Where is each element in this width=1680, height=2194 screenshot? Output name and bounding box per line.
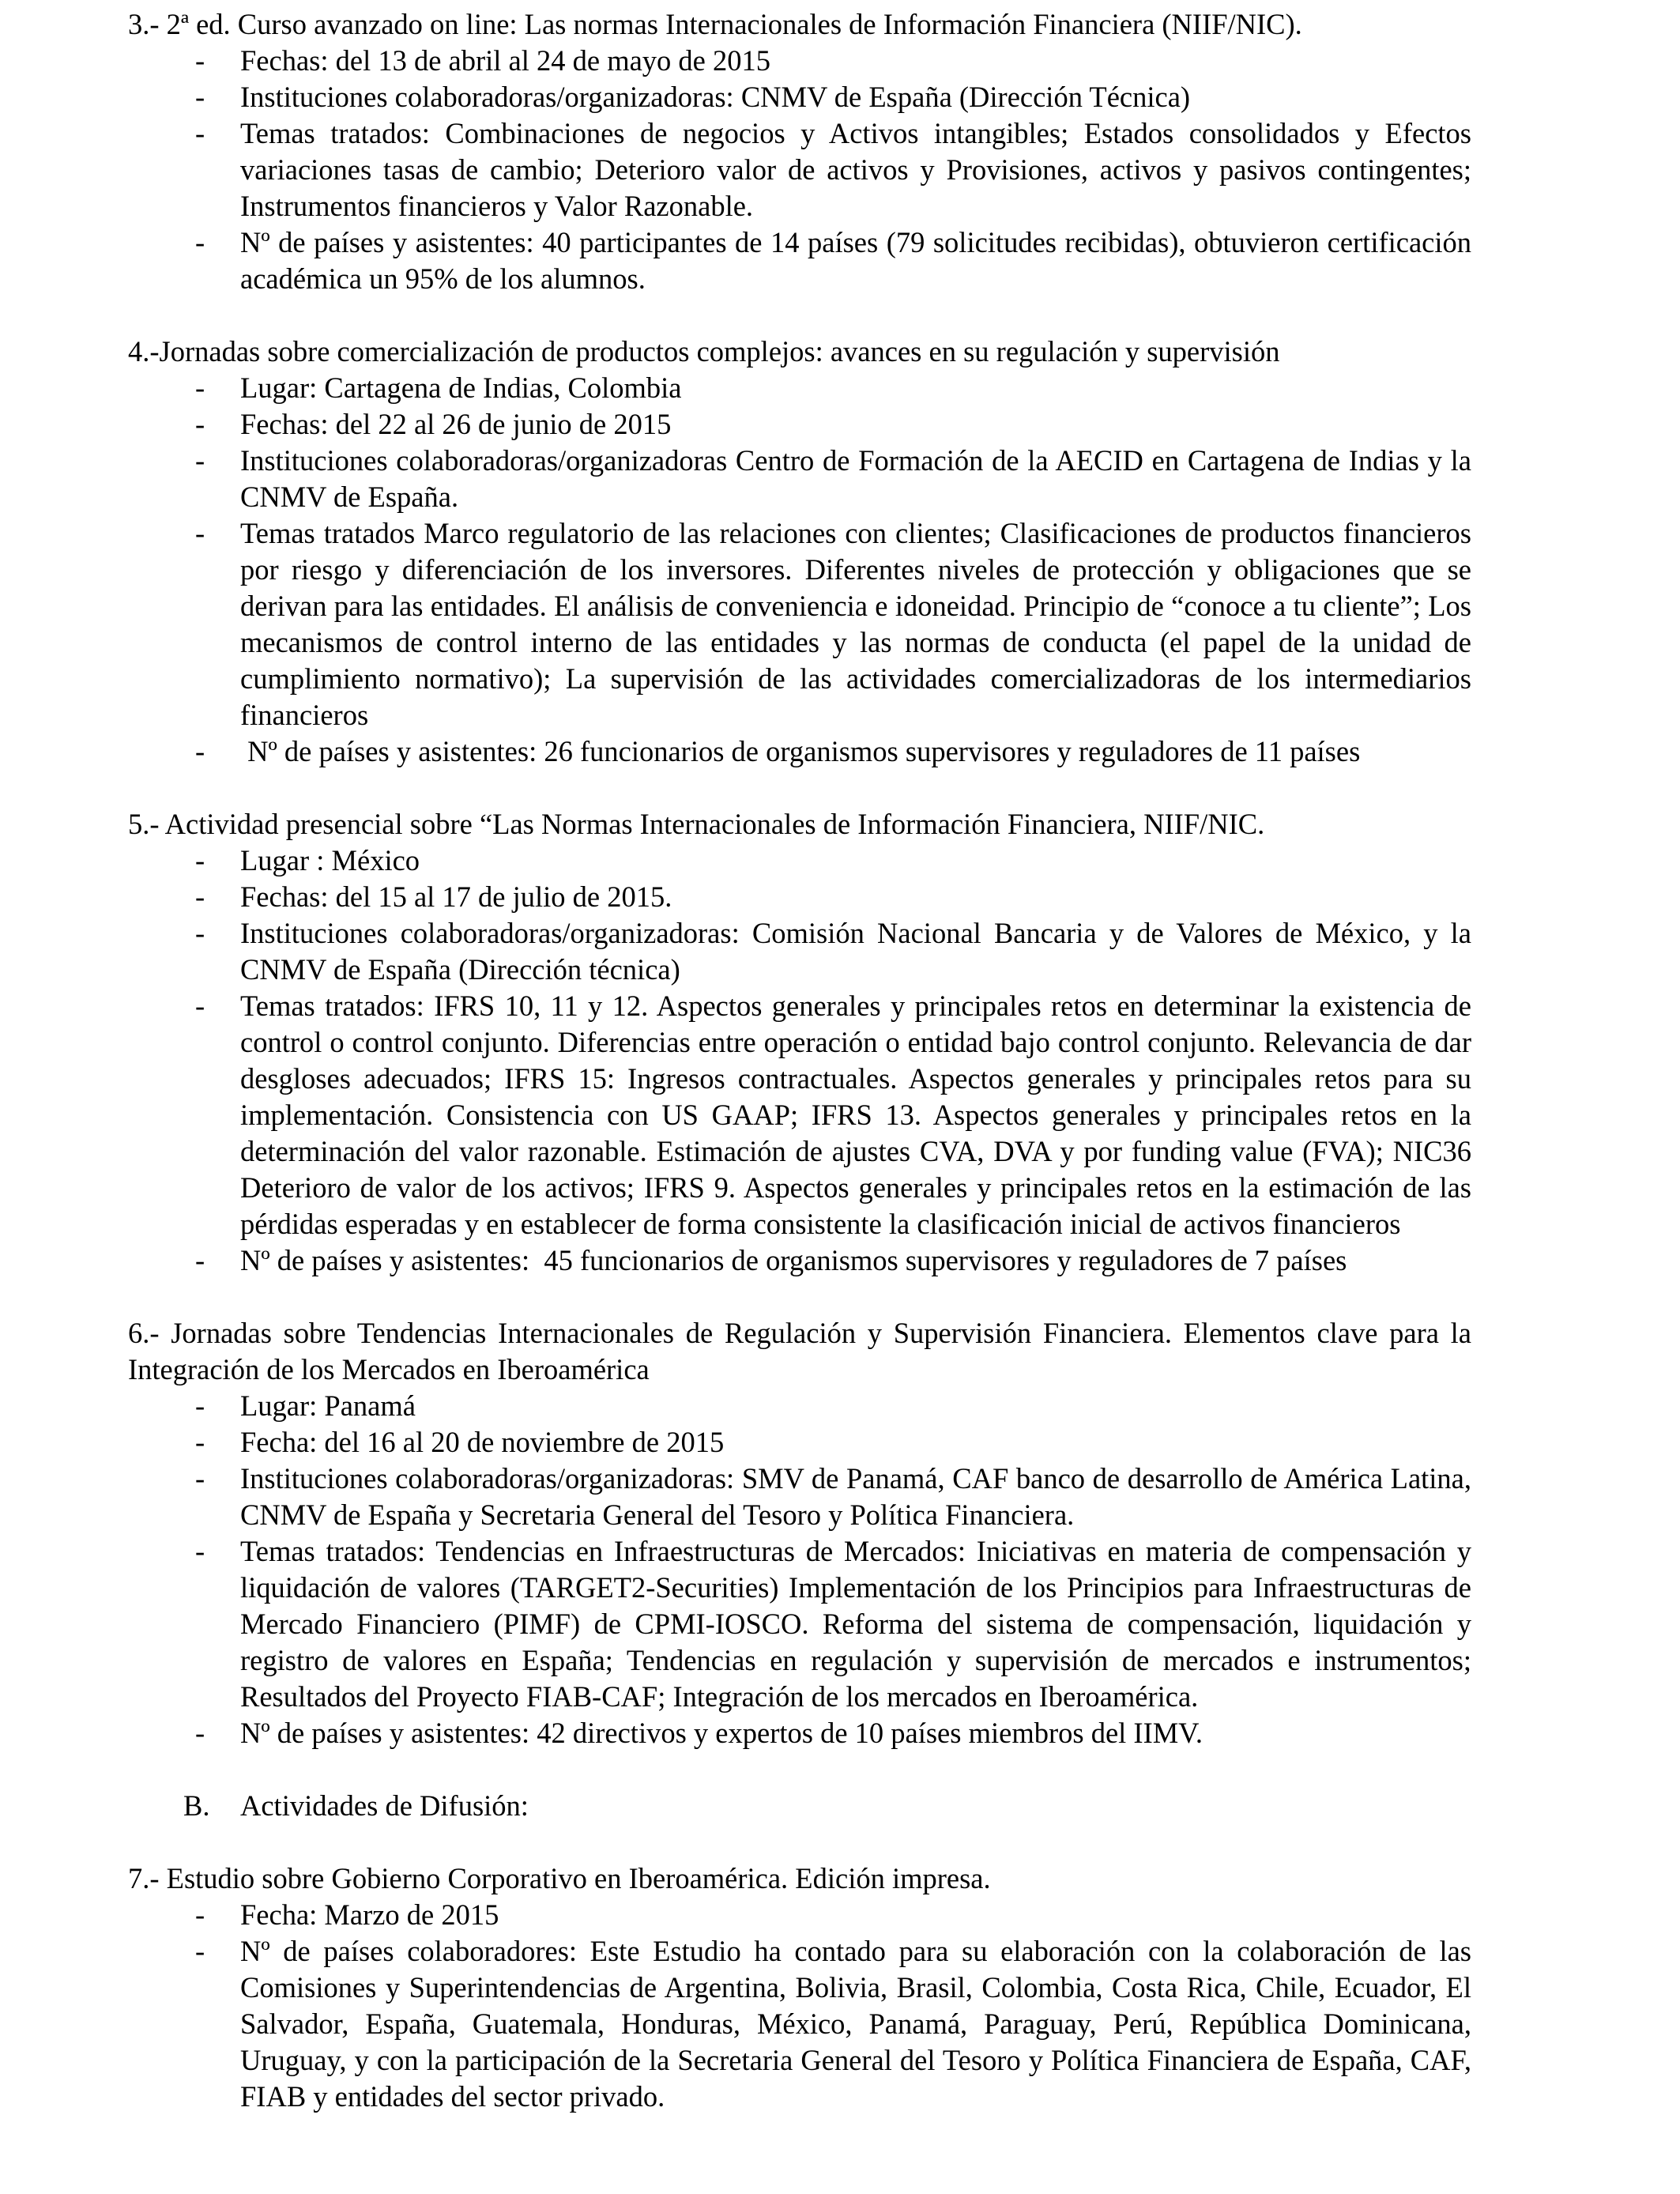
section-heading: 6.- Jornadas sobre Tendencias Internacionales de Regulación y Supervisión Financiera. Elementos clave para la Integración de los Mercados en Iberoamérica: [128, 1317, 1471, 1385]
bullet-dash: -: [195, 408, 205, 440]
subsection-title: Actividades de Difusión:: [240, 1789, 529, 1822]
bullet-dash: -: [195, 226, 205, 258]
bullet-dash: -: [195, 1426, 205, 1458]
list-item: [128, 79, 1471, 115]
list-item-text: Nº de países y asistentes: 45 funcionarios de organismos supervisores y reguladores de 7 países: [240, 1244, 1347, 1276]
list-item-text: Fecha: del 16 al 20 de noviembre de 2015: [240, 1426, 725, 1458]
bullet-dash: -: [195, 880, 205, 913]
list-item-text: Temas tratados: IFRS 10, 11 y 12. Aspectos generales y principales retos en determinar la existencia de control o control conjunto. Diferencias entre operación o entidad bajo control conjunto. Relevancia de dar desgloses adecuados; IFRS 15: Ingresos contractuales. Aspectos generales y principales retos para su implementación. Consistencia con US GAAP; IFRS 13. Aspectos generales y principales retos en la determinación del valor razonable. Estimación de ajustes CVA, DVA y por funding value (FVA); NIC36 Deterioro de valor de los activos; IFRS 9. Aspectos generales y principales retos en la estimación de las pérdidas esperadas y en establecer de forma consistente la clasificación inicial de activos financieros: [240, 990, 1471, 1240]
subsection-heading: [128, 1788, 1471, 1824]
list-item: [128, 1933, 1471, 2115]
section-heading: 4.-Jornadas sobre comercialización de productos complejos: avances en su regulación y supervisión: [128, 335, 1280, 368]
list-item-text: Temas tratados: Tendencias en Infraestructuras de Mercados: Iniciativas en materia de compensación y liquidación de valores (TARGET2-Securities) Implementación de los Principios para Infraestructuras de Mercado Financiero (PIMF) de CPMI-IOSCO. Reforma del sistema de compensación, liquidación y registro de valores en España; Tendencias en regulación y supervisión de mercados e instrumentos; Resultados del Proyecto FIAB-CAF; Integración de los mercados en Iberoamérica.: [240, 1535, 1471, 1713]
list-item: [128, 1715, 1471, 1751]
bullet-dash: -: [195, 517, 205, 549]
bullet-dash: -: [195, 1935, 205, 1967]
list-item: [128, 733, 1471, 770]
bullet-dash: -: [195, 117, 205, 149]
list-item: [128, 879, 1471, 915]
list-item: [128, 1461, 1471, 1533]
section-item-list: [128, 1388, 1471, 1751]
section-heading: 7.- Estudio sobre Gobierno Corporativo en Iberoamérica. Edición impresa.: [128, 1862, 991, 1894]
bullet-dash: -: [195, 1898, 205, 1931]
list-item-text: Fechas: del 15 al 17 de julio de 2015.: [240, 880, 672, 913]
list-item: [128, 515, 1471, 733]
list-item: [128, 1424, 1471, 1461]
document-page: [128, 6, 1471, 2115]
list-item-text: Lugar : México: [240, 844, 420, 876]
bullet-dash: -: [195, 1717, 205, 1749]
list-item-text: Instituciones colaboradoras/organizadoras: CNMV de España (Dirección Técnica): [240, 81, 1191, 113]
section-6: [128, 1315, 1471, 1751]
bullet-dash: -: [195, 1244, 205, 1276]
list-item-text: Nº de países y asistentes: 26 funcionarios de organismos supervisores y reguladores de 11 países: [240, 735, 1361, 767]
bullet-dash: -: [195, 844, 205, 876]
list-item-text: Temas tratados Marco regulatorio de las relaciones con clientes; Clasificaciones de productos financieros por riesgo y diferenciación de los inversores. Diferentes niveles de protección y obligaciones que se derivan para las entidades. El análisis de conveniencia e idoneidad. Principio de “conoce a tu cliente”; Los mecanismos de control interno de las entidades y las normas de conducta (el papel de la unidad de cumplimiento normativo); La supervisión de las actividades comercializadoras de los intermediarios financieros: [240, 517, 1471, 731]
list-item-text: Nº de países y asistentes: 42 directivos y expertos de 10 países miembros del IIMV.: [240, 1717, 1203, 1749]
section-5: [128, 806, 1471, 1279]
list-item-text: Temas tratados: Combinaciones de negocios y Activos intangibles; Estados consolidados y Efectos variaciones tasas de cambio; Deterioro valor de activos y Provisiones, activos y pasivos contingentes; Instrumentos financieros y Valor Razonable.: [240, 117, 1471, 222]
list-item-text: Fecha: Marzo de 2015: [240, 1898, 499, 1931]
section-item-list: [128, 370, 1471, 770]
list-item-text: Lugar: Cartagena de Indias, Colombia: [240, 371, 682, 404]
list-item: [128, 843, 1471, 879]
bullet-dash: -: [195, 1389, 205, 1422]
list-item-text: Nº de países colaboradores: Este Estudio ha contado para su elaboración con la colaboración de las Comisiones y Superintendencias de Argentina, Bolivia, Brasil, Colombia, Costa Rica, Chile, Ecuador, El Salvador, España, Guatemala, Honduras, México, Panamá, Paraguay, Perú, República Dominicana, Uruguay, y con la participación de la Secretaria General del Tesoro y Política Financiera de España, CAF, FIAB y entidades del sector privado.: [240, 1935, 1471, 2113]
section-4: [128, 334, 1471, 770]
section-3: [128, 6, 1471, 297]
bullet-dash: -: [195, 44, 205, 77]
list-item-text: Instituciones colaboradoras/organizadoras: SMV de Panamá, CAF banco de desarrollo de América Latina, CNMV de España y Secretaria General del Tesoro y Política Financiera.: [240, 1462, 1471, 1531]
list-item: [128, 1897, 1471, 1933]
list-item: [128, 1388, 1471, 1424]
list-item: [128, 43, 1471, 79]
section-item-list: [128, 43, 1471, 297]
list-item: [128, 406, 1471, 443]
bullet-dash: -: [195, 917, 205, 949]
list-item-text: Fechas: del 22 al 26 de junio de 2015: [240, 408, 672, 440]
bullet-dash: -: [195, 444, 205, 477]
list-item: [128, 1533, 1471, 1715]
list-item-text: Fechas: del 13 de abril al 24 de mayo de 2015: [240, 44, 771, 77]
list-item-text: Lugar: Panamá: [240, 1389, 416, 1422]
bullet-dash: -: [195, 735, 205, 767]
subsection-letter: B.: [183, 1789, 210, 1822]
bullet-dash: -: [195, 1462, 205, 1495]
bullet-dash: -: [195, 1535, 205, 1567]
list-item: [128, 370, 1471, 406]
list-item-text: Instituciones colaboradoras/organizadoras: Comisión Nacional Bancaria y de Valores de México, y la CNMV de España (Dirección técnica): [240, 917, 1471, 986]
bullet-dash: -: [195, 371, 205, 404]
list-item: [128, 224, 1471, 297]
section-7: [128, 1860, 1471, 2115]
list-item: [128, 915, 1471, 988]
list-item: [128, 1242, 1471, 1279]
list-item: [128, 115, 1471, 224]
bullet-dash: -: [195, 990, 205, 1022]
section-heading: 5.- Actividad presencial sobre “Las Normas Internacionales de Información Financiera, NIIF/NIC.: [128, 808, 1265, 840]
list-item: [128, 443, 1471, 515]
list-item-text: Nº de países y asistentes: 40 participantes de 14 países (79 solicitudes recibidas), obtuvieron certificación académica un 95% de los alumnos.: [240, 226, 1471, 295]
list-item: [128, 988, 1471, 1242]
section-item-list: [128, 1897, 1471, 2115]
section-item-list: [128, 843, 1471, 1279]
section-heading: 3.- 2ª ed. Curso avanzado on line: Las normas Internacionales de Información Financiera (NIIF/NIC).: [128, 8, 1302, 40]
list-item-text: Instituciones colaboradoras/organizadoras Centro de Formación de la AECID en Cartagena de Indias y la CNMV de España.: [240, 444, 1471, 513]
bullet-dash: -: [195, 81, 205, 113]
